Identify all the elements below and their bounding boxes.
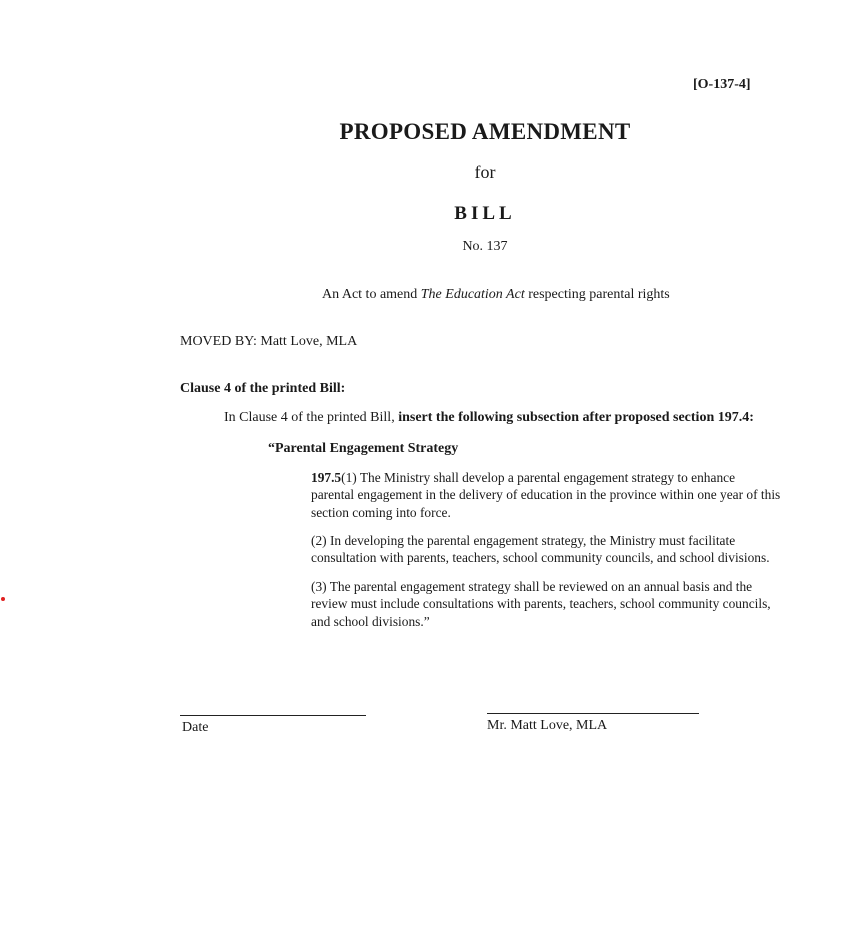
subsection-1: [311, 469, 781, 521]
amendment-instruction: [224, 410, 754, 426]
act-prefix: An Act to amend: [322, 287, 421, 302]
date-label: Date: [182, 720, 209, 735]
for-text: for: [474, 162, 496, 182]
signer-name: Mr. Matt Love, MLA: [487, 718, 608, 733]
section-number: 197.5: [311, 470, 342, 485]
act-name: The Education Act: [420, 287, 525, 302]
subsection-3: (3) The parental engagement strategy shall be reviewed on an annual basis and the review must include consultations with parents, teachers, school community councils, and school divisions.”: [311, 579, 771, 629]
red-marker-dot: [1, 597, 5, 601]
moved-by: MOVED BY: Matt Love, MLA: [180, 334, 358, 349]
section-heading: “Parental Engagement Strategy: [268, 441, 459, 456]
act-title: [322, 287, 670, 303]
page-title: PROPOSED AMENDMENT: [339, 119, 631, 144]
name-signature-line: [487, 713, 699, 714]
bill-number: No. 137: [462, 239, 508, 254]
clause-heading: Clause 4 of the printed Bill:: [180, 381, 346, 396]
instruction-prefix: In Clause 4 of the printed Bill,: [224, 410, 399, 425]
document-id: [O-137-4]: [693, 77, 751, 92]
date-signature-line: [180, 715, 366, 716]
instruction-bold: insert the following subsection after proposed section 197.4:: [398, 410, 754, 425]
subsection-1-text: (1) The Ministry shall develop a parental engagement strategy to enhance parental engagement in the delivery of education in the province within one year of this section coming into force.: [311, 470, 781, 520]
act-suffix: respecting parental rights: [524, 287, 670, 302]
bill-label: BILL: [454, 203, 516, 224]
subsection-2: (2) In developing the parental engagement strategy, the Ministry must facilitate consultation with parents, teachers, school community councils, and school divisions.: [311, 533, 770, 566]
